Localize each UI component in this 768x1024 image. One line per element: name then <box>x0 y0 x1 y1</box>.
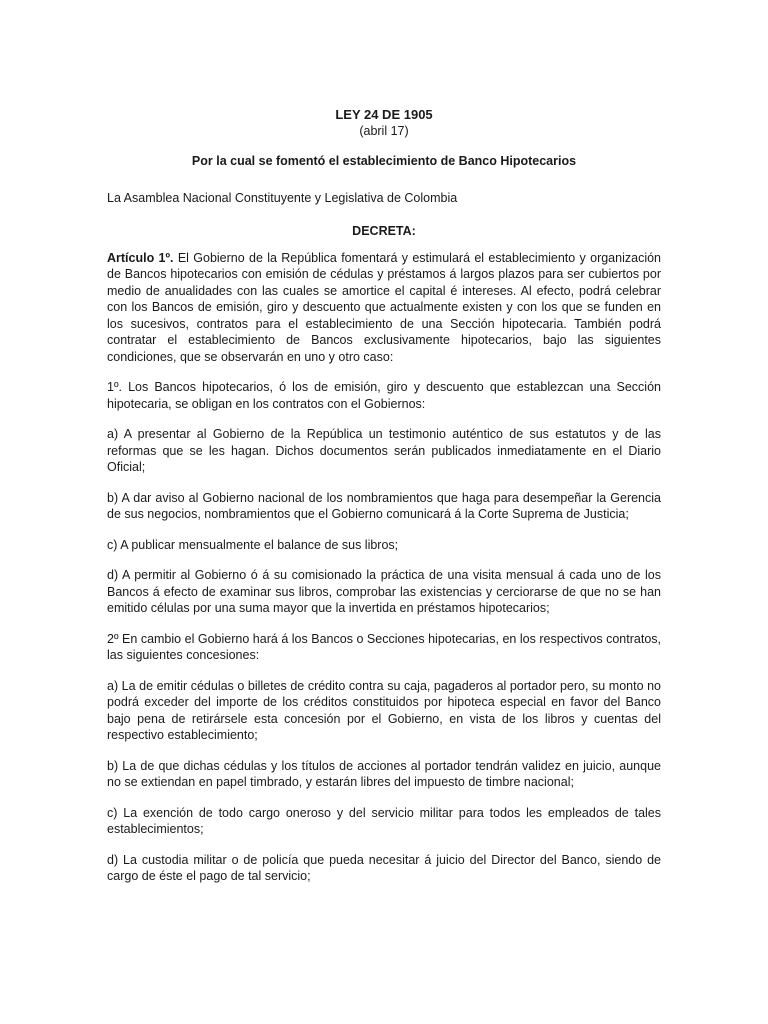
law-subtitle: Por la cual se fomentó el establecimiento de Banco Hipotecarios <box>191 154 577 168</box>
paragraph-1b: b) A dar aviso al Gobierno nacional de los nombramientos que haga para desempeñar la Gerencia de sus negocios, nombramientos que el Gobierno comunicará á la Corte Suprema de Justicia; <box>107 490 661 521</box>
paragraph-1: 1º. Los Bancos hipotecarios, ó los de emisión, giro y descuento que establezcan una Sección hipotecaria, se obligan en los contratos con el Gobiernos: <box>107 380 661 411</box>
article-1-text: El Gobierno de la República fomentará y estimulará el establecimiento y organización de Bancos hipotecarios con emisión de cédulas y préstamos á largos plazos para ser cubiertos por medio de anualidades con las cuales se amortice el capital é intereses. Al efecto, podrá celebrar con los Bancos de emisión, giro y descuento que actualmente existen y con los que se funden en los sucesivos, contratos para el establecimiento de una Sección hipotecaria. También podrá contratar el establecimiento de Bancos exclusivamente hipotecarios, bajo las siguientes condiciones, que se observarán en uno y otro caso: <box>107 250 661 364</box>
paragraph-2b: b) La de que dichas cédulas y los títulos de acciones al portador tendrán validez en juicio, aunque no se extiendan en papel timbrado, y estarán libres del impuesto de timbre nacional; <box>107 758 661 789</box>
assembly-line: La Asamblea Nacional Constituyente y Legislativa de Colombia <box>107 190 458 205</box>
article-1-label: Artículo 1º. <box>107 250 174 265</box>
paragraph-2: 2º En cambio el Gobierno hará á los Bancos o Secciones hipotecarias, en los respectivos contratos, las siguientes concesiones: <box>107 631 661 662</box>
law-title: LEY 24 DE 1905 <box>335 107 433 122</box>
paragraph-1c: c) A publicar mensualmente el balance de sus libros; <box>107 537 399 552</box>
paragraph-2a: a) La de emitir cédulas o billetes de crédito contra su caja, pagaderos al portador pero, su monto no podrá exceder del importe de los créditos constituidos por hipoteca especial en favor del Banco bajo pena de retirársele esta concesión por el Gobierno, en vista de los libros y cuentas del respectivo establecimiento; <box>107 678 661 742</box>
paragraph-1a: a) A presentar al Gobierno de la República un testimonio auténtico de sus estatutos y de las reformas que se les hagan. Dichos documentos serán publicados inmediatamente en el Diario Oficial; <box>107 427 661 474</box>
decree-heading: DECRETA: <box>352 224 416 238</box>
paragraph-2d: d) La custodia militar o de policía que pueda necesitar á juicio del Director del Banco, siendo de cargo de éste el pago de tal servicio; <box>107 852 661 883</box>
law-date: (abril 17) <box>359 124 409 138</box>
article-1 <box>107 250 661 366</box>
document-body <box>107 106 661 885</box>
paragraph-1d: d) A permitir al Gobierno ó á su comisionado la práctica de una visita mensual á cada uno de los Bancos á efecto de examinar sus libros, comprobar las existencias y cerciorarse de que no se han emitido células por una suma mayor que la invertida en préstamos hipotecarios; <box>107 568 661 615</box>
paragraph-2c: c) La exención de todo cargo oneroso y del servicio militar para todos les empleados de tales establecimientos; <box>107 805 661 836</box>
